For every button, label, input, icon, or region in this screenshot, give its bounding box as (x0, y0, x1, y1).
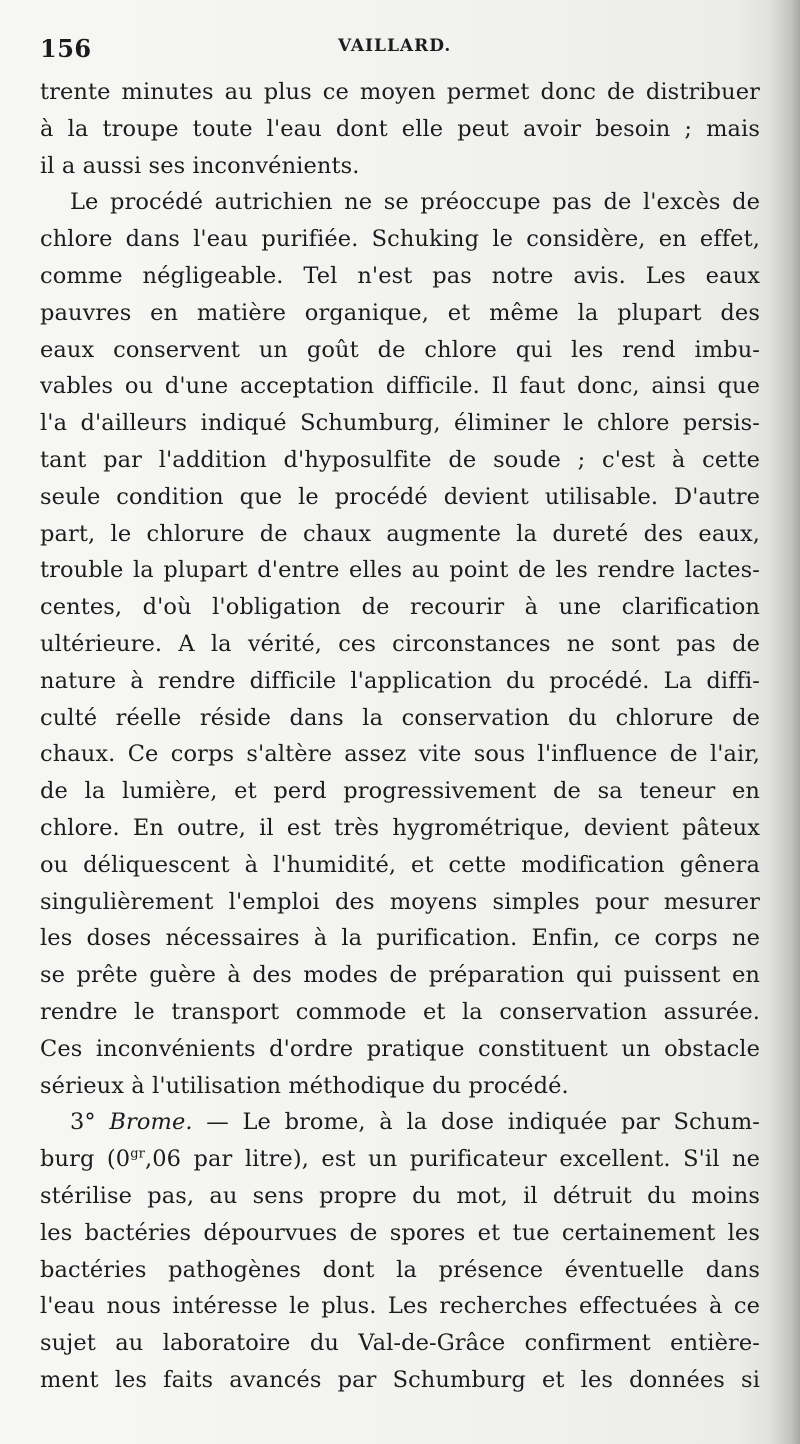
line-text: eaux conservent un goût de chlore qui les rend imbu- (40, 336, 760, 363)
line-text: singulièrement l'emploi des moyens simples pour mesurer (40, 888, 760, 915)
text-line (40, 552, 760, 589)
line-text: les doses nécessaires à la purification. Enfin, ce corps ne (40, 925, 760, 952)
text-line (40, 1178, 760, 1215)
text-line (40, 957, 760, 994)
section-heading-italic: Brome. (109, 1109, 193, 1136)
text-line (40, 442, 760, 479)
line-text: Le procédé autrichien ne se préoccupe pas de l'excès de (70, 189, 760, 216)
line-text: — Le brome, à la dose indiquée par Schum- (192, 1109, 760, 1136)
text-line (40, 920, 760, 957)
line-text: culté réelle réside dans la conservation du chlorure de (40, 704, 760, 731)
line-text: ,06 par litre), est un purificateur excellent. S'il ne (144, 1146, 760, 1173)
text-line (40, 847, 760, 884)
text-line (40, 332, 760, 369)
text-line (40, 368, 760, 405)
line-text: centes, d'où l'obligation de recourir à une clarification (40, 594, 760, 621)
text-line (40, 626, 760, 663)
line-prefix: 3° (70, 1109, 110, 1136)
text-line (40, 1104, 760, 1141)
line-text: sujet au laboratoire du Val-de-Grâce confirment entière- (40, 1330, 760, 1357)
text-line (40, 111, 760, 148)
page-gutter-shadow (770, 0, 800, 1444)
text-line (40, 258, 760, 295)
text-line (40, 1215, 760, 1252)
text-line (40, 663, 760, 700)
line-text: vables ou d'une acceptation difficile. Il faut donc, ainsi que (40, 373, 760, 400)
text-line (40, 810, 760, 847)
text-line (40, 479, 760, 516)
line-text: se prête guère à des modes de préparation qui puissent en (40, 962, 760, 989)
line-text: trouble la plupart d'entre elles au point de les rendre lactes- (40, 557, 760, 584)
page-number: 156 (40, 34, 92, 63)
text-line (40, 295, 760, 332)
text-line (40, 1362, 760, 1399)
line-text: ment les faits avancés par Schumburg et les données si (40, 1366, 760, 1393)
text-line (40, 884, 760, 921)
line-text: l'eau nous intéresse le plus. Les recherches effectuées à ce (40, 1293, 760, 1320)
line-text: pauvres en matière organique, et même la plupart des (40, 299, 760, 326)
line-text: stérilise pas, au sens propre du mot, il détruit du moins (40, 1182, 760, 1209)
line-text: trente minutes au plus ce moyen permet donc de distribuer (40, 79, 760, 105)
text-line (40, 1031, 760, 1068)
text-line (40, 405, 760, 442)
text-line (40, 589, 760, 626)
line-text: nature à rendre difficile l'application du procédé. La diffi- (40, 667, 760, 694)
line-text: seule condition que le procédé devient utilisable. D'autre (40, 483, 760, 510)
line-text: ultérieure. A la vérité, ces circonstances ne sont pas de (40, 630, 760, 657)
text-line (40, 1325, 760, 1362)
running-head: VAILLARD. (338, 36, 452, 56)
unit-superscript: gr (130, 1146, 145, 1162)
line-text: chlore. En outre, il est très hygrométrique, devient pâteux (40, 814, 760, 841)
line-text: Ces inconvénients d'ordre pratique constituent un obstacle (40, 1035, 760, 1062)
line-text: de la lumière, et perd progressivement de sa teneur en (40, 778, 760, 805)
text-line (40, 1288, 760, 1325)
line-text: bactéries pathogènes dont la présence éventuelle dans (40, 1256, 760, 1283)
line-prefix: burg (0 (40, 1146, 131, 1173)
line-text: comme négligeable. Tel n'est pas notre avis. Les eaux (40, 262, 760, 289)
body-text (40, 74, 760, 1399)
line-text: à la troupe toute l'eau dont elle peut avoir besoin ; mais (40, 115, 760, 142)
text-line (40, 184, 760, 221)
line-text: tant par l'addition d'hyposulfite de soude ; c'est à cette (40, 446, 760, 473)
line-text: chaux. Ce corps s'altère assez vite sous l'influence de l'air, (40, 741, 760, 768)
text-line (40, 773, 760, 810)
text-line (40, 1141, 760, 1178)
text-line (40, 74, 760, 111)
text-line (40, 148, 760, 185)
line-text: chlore dans l'eau purifiée. Schuking le considère, en effet, (40, 226, 760, 253)
line-text: part, le chlorure de chaux augmente la dureté des eaux, (40, 520, 760, 547)
line-text: ou déliquescent à l'humidité, et cette modification gênera (40, 851, 760, 878)
line-text: il a aussi ses inconvénients. (40, 152, 360, 179)
line-text: rendre le transport commode et la conservation assurée. (40, 998, 760, 1025)
text-line (40, 736, 760, 773)
text-line (40, 1252, 760, 1289)
text-line (40, 700, 760, 737)
text-line (40, 994, 760, 1031)
line-text: sérieux à l'utilisation méthodique du procédé. (40, 1072, 569, 1099)
text-line (40, 221, 760, 258)
line-text: les bactéries dépourvues de spores et tue certainement les (40, 1219, 760, 1246)
text-line (40, 516, 760, 553)
text-line (40, 1068, 760, 1105)
line-text: l'a d'ailleurs indiqué Schumburg, éliminer le chlore persis- (40, 410, 760, 437)
